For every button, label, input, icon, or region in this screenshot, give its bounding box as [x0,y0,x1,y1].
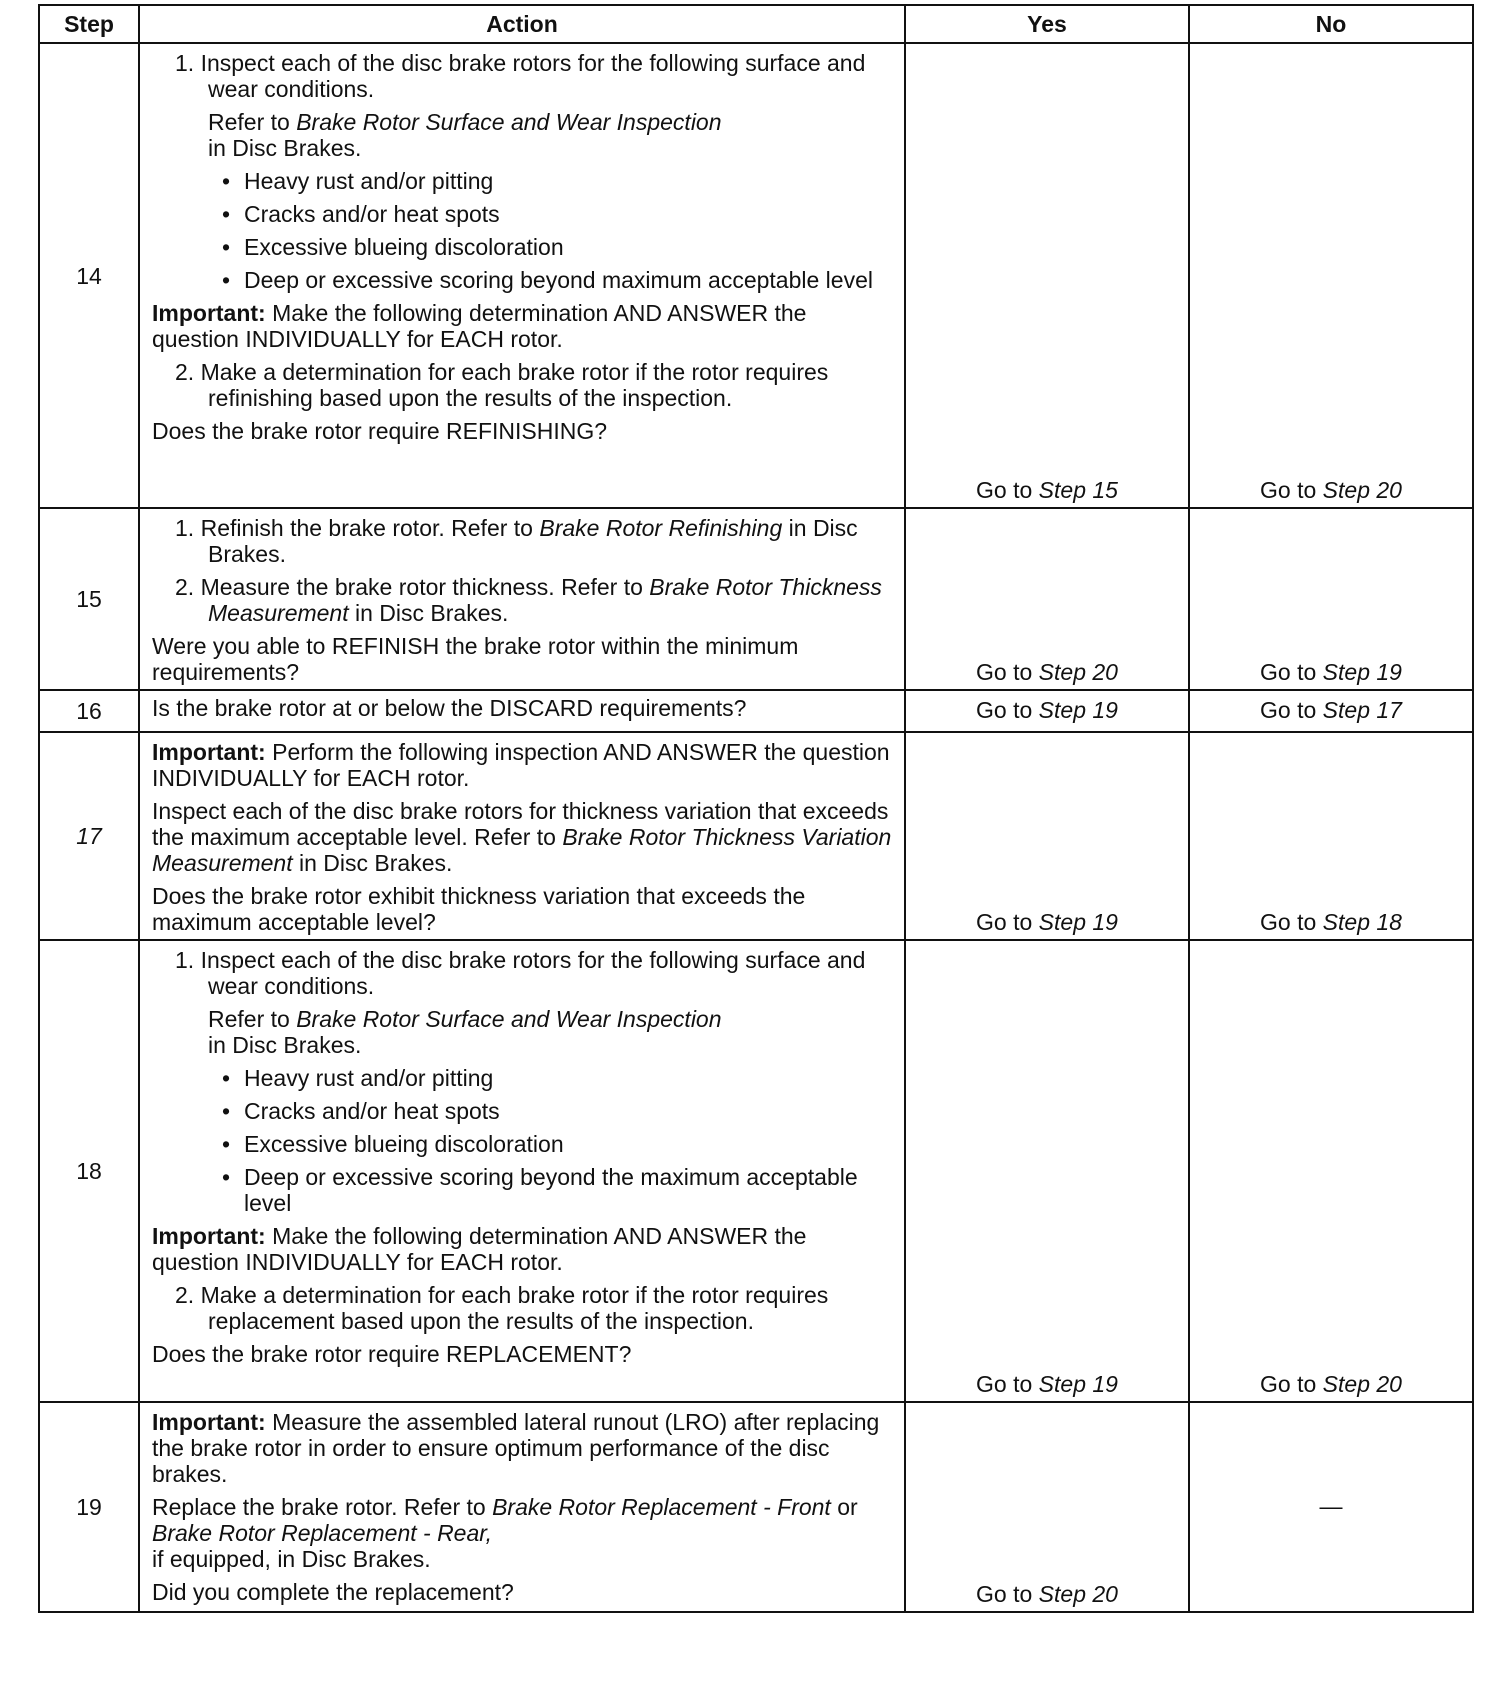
action-cell [139,940,905,1402]
table-row [39,43,1473,508]
numbered-item [152,359,894,411]
numbered-item [152,947,894,999]
bullet-item: • Cracks and/or heat spots [152,1098,894,1124]
important-note [152,300,894,352]
goto-step-link[interactable]: Step 19 [1038,696,1118,723]
reference-link[interactable]: Brake Rotor Surface and Wear Inspection [296,1006,722,1032]
item-number: 1. [175,50,195,76]
action-cell [139,508,905,690]
goto-prefix: Go to [976,1371,1033,1397]
important-text: Measure the assembled lateral runout (LRO) after replacing the brake rotor in order to ensure optimum performance of the disc brakes. [152,1409,880,1487]
reference-link[interactable]: Brake Rotor Replacement - Front [492,1494,831,1520]
important-text: Make the following determination AND ANSWER the question INDIVIDUALLY for EACH rotor. [152,1223,807,1275]
action-column-header: Action [139,5,905,43]
item-text: Inspect each of the disc brake rotors for the following surface and wear conditions. [200,947,866,999]
table-row [39,508,1473,690]
step-question: Does the brake rotor require REPLACEMENT? [152,1341,632,1367]
item-number: 2. [175,359,195,385]
inspection-instruction [152,798,894,876]
yes-answer [905,732,1189,940]
instruction-text: Inspect each of the disc brake rotors for thickness variation that exceeds the maximum acceptable level. Refer to [152,798,889,850]
step-question: Is the brake rotor at or below the DISCARD requirements? [152,695,747,721]
goto-step-link[interactable]: Step 19 [1038,1371,1118,1397]
goto-prefix: Go to [1260,696,1317,723]
action-cell [139,43,905,508]
or-text: or [837,1494,858,1520]
action-cell [139,690,905,732]
yes-answer [905,508,1189,690]
no-column-header: No [1189,5,1473,43]
step-question: Were you able to REFINISH the brake rotor within the minimum requirements? [152,633,799,685]
numbered-item [152,50,894,102]
goto-step-link[interactable]: Step 19 [1038,909,1118,935]
item-number: 1. [175,515,195,541]
goto-prefix: Go to [1260,1371,1317,1397]
yes-answer [905,940,1189,1402]
bullet-item: • Heavy rust and/or pitting [152,1065,894,1091]
table-row [39,732,1473,940]
goto-prefix: Go to [976,1581,1033,1607]
reference-note [152,109,894,161]
step-number: 16 [39,690,139,732]
table-row [39,1402,1473,1612]
diagnostic-table-page [38,4,1472,1613]
no-answer [1189,732,1473,940]
important-text: Perform the following inspection AND ANSWER the question INDIVIDUALLY for EACH rotor. [152,739,890,791]
no-answer [1189,508,1473,690]
goto-step-link[interactable]: Step 20 [1322,477,1402,503]
reference-suffix: if equipped, in Disc Brakes. [152,1546,431,1572]
goto-step-link[interactable]: Step 20 [1322,1371,1402,1397]
goto-step-link[interactable]: Step 17 [1322,696,1402,723]
important-note [152,1223,894,1275]
important-note [152,1409,894,1487]
bullet-item: • Cracks and/or heat spots [152,201,894,227]
step-number: 14 [39,43,139,508]
bullet-item: • Heavy rust and/or pitting [152,168,894,194]
action-cell [139,1402,905,1612]
reference-link[interactable]: Brake Rotor Thickness Variation Measurement [152,824,892,876]
reference-suffix: in Disc Brakes. [355,600,509,626]
item-text: Refinish the brake rotor. Refer to [200,515,533,541]
step-number: 19 [39,1402,139,1612]
reference-prefix: Refer to [208,1006,290,1032]
important-note [152,739,894,791]
step-number: 15 [39,508,139,690]
item-text: Measure the brake rotor thickness. Refer to [200,574,643,600]
bullet-item: • Deep or excessive scoring beyond maximum acceptable level [152,267,894,293]
item-text: Make a determination for each brake rotor if the rotor requires replacement based upon the results of the inspection. [200,1282,829,1334]
reference-link[interactable]: Brake Rotor Thickness Measurement [208,574,882,626]
numbered-item [152,515,894,567]
goto-prefix: Go to [976,659,1033,685]
table-row [39,940,1473,1402]
step-question: Did you complete the replacement? [152,1579,514,1605]
goto-prefix: Go to [976,696,1033,723]
item-text: Make a determination for each brake rotor if the rotor requires refinishing based upon the results of the inspection. [200,359,829,411]
important-label: Important: [152,739,266,765]
goto-step-link[interactable]: Step 19 [1322,659,1402,685]
reference-prefix: Refer to [208,109,290,135]
table-row [39,690,1473,732]
action-cell [139,732,905,940]
bullet-item: • Excessive blueing discoloration [152,234,894,260]
important-label: Important: [152,1409,266,1435]
item-number: 1. [175,947,195,973]
numbered-item [152,1282,894,1334]
step-column-header: Step [39,5,139,43]
goto-step-link[interactable]: Step 20 [1038,659,1118,685]
important-text: Make the following determination AND ANSWER the question INDIVIDUALLY for EACH rotor. [152,300,807,352]
goto-prefix: Go to [1260,909,1317,935]
reference-link[interactable]: Brake Rotor Refinishing [539,515,783,541]
reference-suffix: in Disc Brakes. [208,515,858,567]
yes-answer [905,690,1189,732]
diagnostic-step-table [38,4,1474,1613]
item-text: Inspect each of the disc brake rotors for the following surface and wear conditions. [200,50,866,102]
reference-suffix: in Disc Brakes. [208,1032,362,1058]
important-label: Important: [152,1223,266,1249]
no-answer [1189,43,1473,508]
reference-link[interactable]: Brake Rotor Replacement - Rear, [152,1520,493,1546]
no-answer [1189,690,1473,732]
goto-step-link[interactable]: Step 15 [1038,477,1118,503]
reference-suffix: in Disc Brakes. [299,850,453,876]
yes-column-header: Yes [905,5,1189,43]
bullet-item: • Excessive blueing discoloration [152,1131,894,1157]
yes-answer [905,43,1189,508]
table-header-row [39,5,1473,43]
step-number: 18 [39,940,139,1402]
replacement-instruction [152,1494,894,1572]
goto-step-link[interactable]: Step 18 [1322,909,1402,935]
yes-answer [905,1402,1189,1612]
item-number: 2. [175,574,195,600]
important-label: Important: [152,300,266,326]
no-answer [1189,940,1473,1402]
reference-suffix: in Disc Brakes. [208,135,362,161]
instruction-text: Replace the brake rotor. Refer to [152,1494,486,1520]
goto-prefix: Go to [976,477,1033,503]
reference-note [152,1006,894,1058]
goto-prefix: Go to [976,909,1033,935]
step-question: Does the brake rotor require REFINISHING? [152,418,608,444]
item-number: 2. [175,1282,195,1308]
goto-prefix: Go to [1260,659,1317,685]
goto-step-link[interactable]: Step 20 [1038,1581,1118,1607]
reference-link[interactable]: Brake Rotor Surface and Wear Inspection [296,109,722,135]
no-answer: — [1189,1402,1473,1612]
goto-prefix: Go to [1260,477,1317,503]
bullet-item: • Deep or excessive scoring beyond the maximum acceptable level [152,1164,894,1216]
step-question: Does the brake rotor exhibit thickness variation that exceeds the maximum acceptable level? [152,883,806,935]
step-number: 17 [39,732,139,940]
numbered-item [152,574,894,626]
